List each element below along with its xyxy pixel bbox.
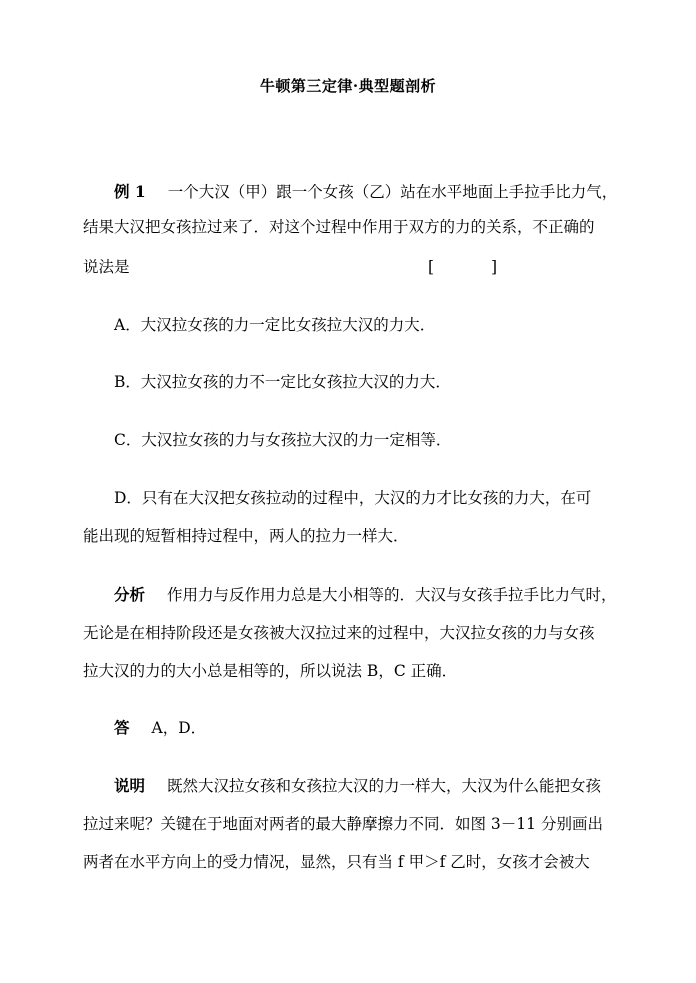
option-a: A．大汉拉女孩的力一定比女孩拉大汉的力大． xyxy=(114,316,436,334)
analysis-line-3: 拉大汉的力的大小总是相等的，所以说法 B，C 正确． xyxy=(83,662,458,680)
analysis-label: 分析 xyxy=(114,585,146,604)
explanation-text-1: 既然大汉拉女孩和女孩拉大汉的力一样大，大汉为什么能把女孩 xyxy=(167,777,602,795)
answer-bracket-close: ] xyxy=(491,258,498,276)
example-line-2: 结果大汉把女孩拉过来了．对这个过程中作用于双方的力的关系，不正确的 xyxy=(83,218,595,236)
option-b: B．大汉拉女孩的力不一定比女孩拉大汉的力大． xyxy=(114,373,451,391)
analysis-line-1 xyxy=(114,583,617,607)
explanation-line-3: 两者在水平方向上的受力情况，显然，只有当 f 甲＞f 乙时，女孩才会被大 xyxy=(83,853,590,871)
option-d-line-2: 能出现的短暂相持过程中，两人的拉力一样大． xyxy=(83,527,409,545)
answer-label: 答 xyxy=(114,718,130,737)
explanation-line-2: 拉过来呢？关键在于地面对两者的最大静摩擦力不同．如图 3－11 分别画出 xyxy=(83,815,603,833)
answer-line xyxy=(114,716,206,740)
explanation-label: 说明 xyxy=(114,776,146,795)
example-text-1: 一个大汉（甲）跟一个女孩（乙）站在水平地面上手拉手比力气， xyxy=(167,183,618,201)
page-title: 牛顿第三定律·典型题剖析 xyxy=(259,77,437,95)
example-line-3: 说法是 xyxy=(83,258,130,276)
answer-text: A，D． xyxy=(151,719,207,737)
option-c: C．大汉拉女孩的力与女孩拉大汉的力一定相等． xyxy=(114,431,452,449)
example-label: 例 1 xyxy=(114,182,146,201)
option-d-line-1: D．只有在大汉把女孩拉动的过程中，大汉的力才比女孩的力大，在可 xyxy=(114,489,592,507)
example-line-1 xyxy=(114,180,617,204)
answer-bracket-open: [ xyxy=(428,258,435,276)
analysis-line-2: 无论是在相持阶段还是女孩被大汉拉过来的过程中，大汉拉女孩的力与女孩 xyxy=(83,624,595,642)
analysis-text-1: 作用力与反作用力总是大小相等的．大汉与女孩手拉手比力气时， xyxy=(167,586,617,604)
explanation-line-1 xyxy=(114,774,601,798)
